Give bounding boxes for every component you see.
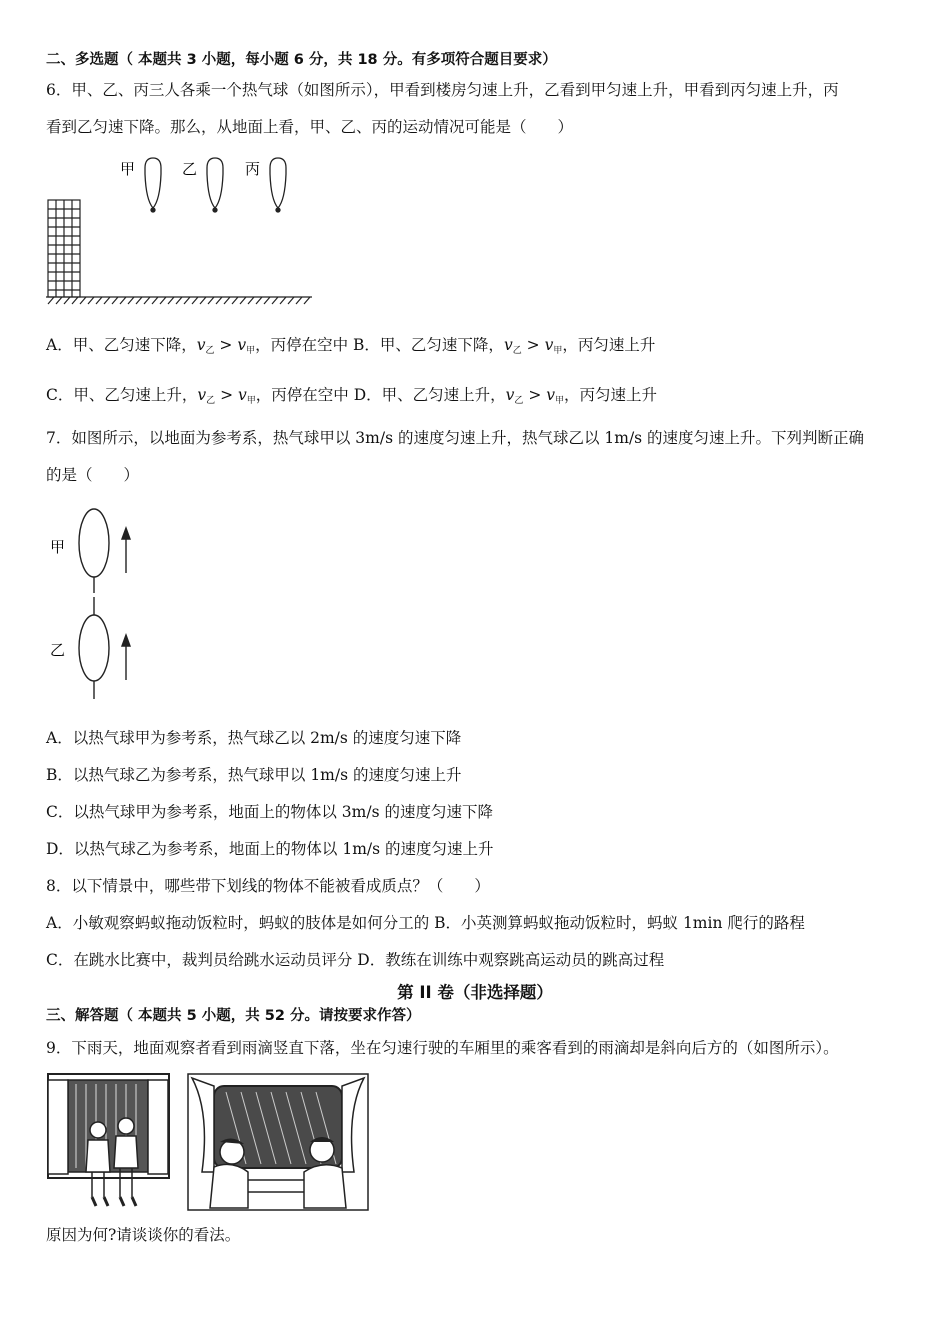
balloon-bing <box>270 158 286 212</box>
q7-text-line2: 的是（ ） <box>46 466 140 484</box>
q7-balloon-figure <box>46 505 146 705</box>
q7-option-a: A．以热气球甲为参考系，热气球乙以 2m/s 的速度匀速下降 <box>46 729 462 747</box>
section-3-header: 三、解答题（ 本题共 5 小题，共 52 分。请按要求作答） <box>46 1008 421 1024</box>
q8-options-ab: A．小敏观察蚂蚁拖动饭粒时，蚂蚁的肢体是如何分工的 B．小英测算蚂蚁拖动饭粒时，蚂蚁 1min 爬行的路程 <box>46 914 805 932</box>
q8-text: 8．以下情景中，哪些带下划线的物体不能被看成质点？（ ） <box>46 877 490 895</box>
q9-text-line2: 原因为何?请谈谈你的看法。 <box>46 1226 241 1244</box>
q6-balloon-figure <box>40 150 330 310</box>
q8-options-cd: C．在跳水比赛中，裁判员给跳水运动员评分 D．教练在训练中观察跳高运动员的跳高过程 <box>46 951 665 969</box>
q7-option-c: C．以热气球甲为参考系，地面上的物体以 3m/s 的速度匀速下降 <box>46 803 493 821</box>
q9-illustration-ground-observer <box>46 1072 171 1212</box>
arrow-up-icon <box>122 528 130 573</box>
q6-label-bing: 丙 <box>245 160 261 178</box>
q6-text-line1: 6．甲、乙、丙三人各乘一个热气球（如图所示），甲看到楼房匀速上升，乙看到甲匀速上升，甲看到丙匀速上升，丙 <box>46 81 839 99</box>
q6-label-jia: 甲 <box>120 160 136 178</box>
q6-option-c: C．甲、乙匀速上升， <box>46 386 198 404</box>
q7-text-line1: 7．如图所示，以地面为参考系，热气球甲以 3m/s 的速度匀速上升，热气球乙以 1m/s 的速度匀速上升。下列判断正确 <box>46 429 865 447</box>
q6-label-yi: 乙 <box>182 160 198 178</box>
section-2-header: 二、多选题（ 本题共 3 小题，每小题 6 分，共 18 分。有多项符合题目要求） <box>46 52 557 68</box>
balloon-yi <box>79 597 109 699</box>
q9-illustration-train-passengers <box>186 1072 371 1212</box>
q7-option-d: D．以热气球乙为参考系，地面上的物体以 1m/s 的速度匀速上升 <box>46 840 494 858</box>
part-2-title: 第 II 卷（非选择题） <box>397 983 553 1002</box>
q6-options-cd: C．甲、乙匀速上升，$v_乙 > v_甲$，丙停在空中 D．甲、乙匀速上升，$v_乙 > v_甲$，丙匀速上升 <box>46 386 658 406</box>
q7-label-jia: 甲 <box>50 538 66 556</box>
q6-options-ab: A．甲、乙匀速下降，$v_乙 > v_甲$，丙停在空中 B．甲、乙匀速下降，$v_乙 > v_甲$，丙匀速上升 <box>46 336 656 356</box>
q6-text-line2: 看到乙匀速下降。那么，从地面上看，甲、乙、丙的运动情况可能是（ ） <box>46 118 574 136</box>
building-grid <box>48 200 80 297</box>
q7-option-b: B．以热气球乙为参考系，热气球甲以 1m/s 的速度匀速上升 <box>46 766 462 784</box>
ground-hatch <box>46 297 312 304</box>
q9-text-line1: 9．下雨天，地面观察者看到雨滴竖直下落，坐在匀速行驶的车厢里的乘客看到的雨滴却是斜向后方的（如图所示）。 <box>46 1039 839 1057</box>
q6-option-d: ，丙停在空中 D．甲、乙匀速上升， <box>255 386 506 404</box>
arrow-up-icon <box>122 635 130 680</box>
balloon-yi <box>207 158 223 212</box>
balloon-jia <box>79 509 109 593</box>
q6-option-b: ，丙停在空中 B．甲、乙匀速下降， <box>255 336 504 354</box>
q6-option-a: A．甲、乙匀速下降， <box>46 336 197 354</box>
q7-label-yi: 乙 <box>50 641 66 659</box>
balloon-jia <box>145 158 161 212</box>
